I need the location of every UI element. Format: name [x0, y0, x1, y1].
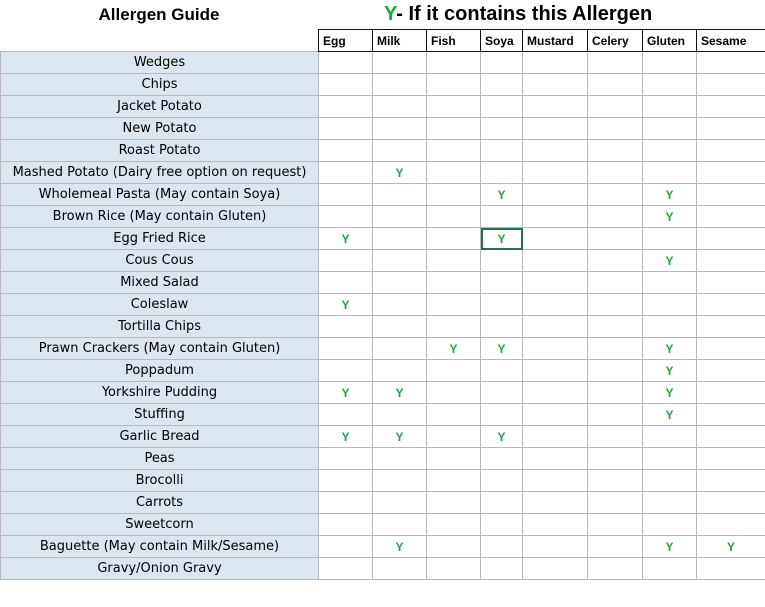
table-row [1, 338, 765, 360]
allergen-cell[interactable] [373, 448, 427, 470]
allergen-cell[interactable] [427, 294, 481, 316]
allergen-cell[interactable] [427, 382, 481, 404]
allergen-cell[interactable] [427, 250, 481, 272]
allergen-cell[interactable] [427, 74, 481, 96]
allergen-cell[interactable]: Y [697, 536, 765, 558]
allergen-cell[interactable]: Y [643, 184, 697, 206]
allergen-cell[interactable] [373, 470, 427, 492]
allergen-cell[interactable] [373, 404, 427, 426]
allergen-cell[interactable] [523, 426, 588, 448]
allergen-cell[interactable] [427, 558, 481, 580]
food-name-cell[interactable]: New Potato [1, 118, 319, 140]
allergen-cell[interactable] [373, 338, 427, 360]
food-name-cell[interactable]: Brown Rice (May contain Gluten) [1, 206, 319, 228]
food-name-cell[interactable]: Stuffing [1, 404, 319, 426]
allergen-cell[interactable] [373, 316, 427, 338]
allergen-cell[interactable] [643, 52, 697, 74]
table-row [1, 558, 765, 580]
allergen-cell[interactable] [523, 360, 588, 382]
allergen-cell[interactable] [373, 52, 427, 74]
allergen-cell[interactable] [697, 492, 765, 514]
allergen-cell[interactable] [643, 228, 697, 250]
allergen-cell[interactable]: Y [373, 536, 427, 558]
allergen-table [0, 29, 765, 580]
header-fish[interactable]: Fish [427, 30, 481, 52]
allergen-cell[interactable] [588, 74, 643, 96]
allergen-cell[interactable] [523, 492, 588, 514]
allergen-cell[interactable] [481, 140, 523, 162]
allergen-cell[interactable] [697, 206, 765, 228]
allergen-cell[interactable] [588, 316, 643, 338]
allergen-cell[interactable] [481, 492, 523, 514]
food-name-cell[interactable]: Mashed Potato (Dairy free option on request) [1, 162, 319, 184]
allergen-cell[interactable]: Y [319, 426, 373, 448]
allergen-cell[interactable] [427, 140, 481, 162]
allergen-cell[interactable] [523, 536, 588, 558]
allergen-cell[interactable] [523, 294, 588, 316]
allergen-cell[interactable] [523, 250, 588, 272]
allergen-cell[interactable] [427, 52, 481, 74]
allergen-cell[interactable] [588, 514, 643, 536]
allergen-cell[interactable] [588, 272, 643, 294]
allergen-cell[interactable] [697, 294, 765, 316]
allergen-cell[interactable] [588, 470, 643, 492]
food-name-cell[interactable]: Baguette (May contain Milk/Sesame) [1, 536, 319, 558]
allergen-cell[interactable] [697, 140, 765, 162]
allergen-cell[interactable] [319, 492, 373, 514]
allergen-cell[interactable] [319, 52, 373, 74]
allergen-cell[interactable] [643, 426, 697, 448]
allergen-cell[interactable]: Y [481, 426, 523, 448]
table-row [1, 448, 765, 470]
allergen-cell[interactable]: Y [373, 382, 427, 404]
allergen-cell[interactable] [427, 206, 481, 228]
allergen-cell[interactable] [523, 184, 588, 206]
allergen-cell[interactable] [697, 382, 765, 404]
table-row [1, 514, 765, 536]
allergen-cell[interactable] [588, 162, 643, 184]
header-egg[interactable]: Egg [319, 30, 373, 52]
allergen-cell[interactable] [588, 382, 643, 404]
allergen-cell[interactable] [643, 514, 697, 536]
allergen-cell[interactable] [697, 558, 765, 580]
allergen-cell[interactable] [373, 272, 427, 294]
allergen-cell[interactable] [481, 382, 523, 404]
allergen-cell[interactable] [373, 118, 427, 140]
allergen-cell[interactable] [643, 96, 697, 118]
allergen-cell[interactable] [373, 514, 427, 536]
food-name-cell[interactable]: Coleslaw [1, 294, 319, 316]
allergen-cell[interactable] [319, 272, 373, 294]
table-row [1, 52, 765, 74]
allergen-cell[interactable] [588, 448, 643, 470]
food-name-cell[interactable]: Mixed Salad [1, 272, 319, 294]
allergen-cell[interactable] [697, 514, 765, 536]
allergen-cell[interactable] [481, 294, 523, 316]
allergen-cell[interactable] [643, 118, 697, 140]
header-sesame[interactable]: Sesame [697, 30, 765, 52]
allergen-cell[interactable]: Y [319, 382, 373, 404]
allergen-cell[interactable] [319, 162, 373, 184]
table-row [1, 404, 765, 426]
allergen-cell[interactable] [697, 404, 765, 426]
header-soya[interactable]: Soya [481, 30, 523, 52]
table-row [1, 426, 765, 448]
allergen-cell[interactable] [481, 360, 523, 382]
allergen-cell[interactable] [523, 52, 588, 74]
allergen-cell[interactable] [481, 272, 523, 294]
table-row [1, 316, 765, 338]
allergen-cell[interactable] [523, 272, 588, 294]
allergen-cell[interactable] [523, 228, 588, 250]
table-row [1, 492, 765, 514]
header-corner-cell[interactable] [1, 30, 319, 52]
allergen-cell[interactable] [588, 206, 643, 228]
allergen-cell[interactable]: Y [319, 228, 373, 250]
allergen-cell[interactable] [697, 74, 765, 96]
allergen-cell[interactable]: Y [481, 338, 523, 360]
allergen-cell[interactable] [643, 448, 697, 470]
allergen-cell[interactable] [427, 448, 481, 470]
food-name-cell[interactable]: Brocolli [1, 470, 319, 492]
allergen-cell[interactable] [319, 338, 373, 360]
allergen-cell[interactable] [697, 118, 765, 140]
allergen-cell[interactable] [523, 316, 588, 338]
allergen-cell[interactable] [697, 272, 765, 294]
allergen-cell[interactable] [481, 448, 523, 470]
food-name-cell[interactable]: Egg Fried Rice [1, 228, 319, 250]
table-row [1, 206, 765, 228]
food-name-cell[interactable]: Peas [1, 448, 319, 470]
food-name-cell[interactable]: Yorkshire Pudding [1, 382, 319, 404]
food-name-cell[interactable]: Tortilla Chips [1, 316, 319, 338]
allergen-cell[interactable] [427, 184, 481, 206]
allergen-cell[interactable] [481, 514, 523, 536]
food-name-cell[interactable]: Poppadum [1, 360, 319, 382]
allergen-cell[interactable] [373, 140, 427, 162]
allergen-cell[interactable] [588, 228, 643, 250]
allergen-cell[interactable] [697, 184, 765, 206]
allergen-cell[interactable]: Y [481, 228, 523, 250]
allergen-cell[interactable] [481, 96, 523, 118]
allergen-cell[interactable] [427, 404, 481, 426]
food-name-cell[interactable]: Wholemeal Pasta (May contain Soya) [1, 184, 319, 206]
allergen-cell[interactable] [697, 52, 765, 74]
allergen-cell[interactable] [319, 558, 373, 580]
allergen-cell[interactable] [319, 360, 373, 382]
allergen-cell[interactable] [373, 250, 427, 272]
allergen-cell[interactable]: Y [643, 206, 697, 228]
allergen-cell[interactable] [481, 118, 523, 140]
allergen-cell[interactable] [427, 492, 481, 514]
allergen-cell[interactable] [697, 228, 765, 250]
allergen-cell[interactable] [643, 470, 697, 492]
food-name-cell[interactable]: Carrots [1, 492, 319, 514]
allergen-cell[interactable] [373, 558, 427, 580]
allergen-cell[interactable]: Y [427, 338, 481, 360]
allergen-cell[interactable] [319, 448, 373, 470]
header-gluten[interactable]: Gluten [643, 30, 697, 52]
allergen-cell[interactable] [697, 316, 765, 338]
food-name-cell[interactable]: Cous Cous [1, 250, 319, 272]
allergen-cell[interactable] [643, 74, 697, 96]
allergen-cell[interactable] [373, 360, 427, 382]
allergen-cell[interactable] [523, 338, 588, 360]
allergen-cell[interactable] [427, 426, 481, 448]
allergen-cell[interactable] [373, 492, 427, 514]
table-row [1, 294, 765, 316]
allergen-cell[interactable] [643, 294, 697, 316]
allergen-cell[interactable] [481, 558, 523, 580]
allergen-cell[interactable]: Y [643, 250, 697, 272]
allergen-cell[interactable] [697, 470, 765, 492]
allergen-cell[interactable] [481, 250, 523, 272]
allergen-cell[interactable] [588, 426, 643, 448]
food-name-cell[interactable]: Roast Potato [1, 140, 319, 162]
food-name-cell[interactable]: Chips [1, 74, 319, 96]
allergen-cell[interactable] [373, 228, 427, 250]
table-row [1, 536, 765, 558]
allergen-cell[interactable]: Y [643, 338, 697, 360]
allergen-cell[interactable] [643, 140, 697, 162]
allergen-cell[interactable] [481, 404, 523, 426]
allergen-cell[interactable] [523, 74, 588, 96]
allergen-cell[interactable] [427, 272, 481, 294]
allergen-cell[interactable] [373, 74, 427, 96]
allergen-cell[interactable] [523, 140, 588, 162]
allergen-cell[interactable] [481, 536, 523, 558]
allergen-cell[interactable] [373, 96, 427, 118]
allergen-cell[interactable] [319, 96, 373, 118]
allergen-cell[interactable] [319, 316, 373, 338]
allergen-cell[interactable] [697, 426, 765, 448]
allergen-cell[interactable] [588, 140, 643, 162]
allergen-cell[interactable]: Y [643, 360, 697, 382]
allergen-cell[interactable] [319, 206, 373, 228]
allergen-cell[interactable] [481, 52, 523, 74]
allergen-cell[interactable] [643, 492, 697, 514]
allergen-cell[interactable] [588, 360, 643, 382]
allergen-cell[interactable] [319, 184, 373, 206]
table-row [1, 250, 765, 272]
allergen-cell[interactable] [523, 404, 588, 426]
table-row [1, 118, 765, 140]
allergen-cell[interactable] [697, 96, 765, 118]
legend-marker: Y [384, 3, 397, 25]
allergen-cell[interactable] [697, 360, 765, 382]
allergen-cell[interactable] [523, 558, 588, 580]
allergen-cell[interactable] [373, 294, 427, 316]
allergen-cell[interactable] [427, 514, 481, 536]
allergen-cell[interactable] [588, 52, 643, 74]
table-row [1, 470, 765, 492]
food-name-cell[interactable]: Jacket Potato [1, 96, 319, 118]
allergen-cell[interactable]: Y [643, 404, 697, 426]
allergen-cell[interactable] [523, 206, 588, 228]
allergen-cell[interactable]: Y [373, 162, 427, 184]
table-row [1, 140, 765, 162]
allergen-cell[interactable] [373, 184, 427, 206]
allergen-cell[interactable] [319, 140, 373, 162]
allergen-cell[interactable]: Y [319, 294, 373, 316]
allergen-cell[interactable] [643, 162, 697, 184]
allergen-cell[interactable] [643, 316, 697, 338]
table-row [1, 162, 765, 184]
allergen-cell[interactable] [588, 404, 643, 426]
legend-text: - If it contains this Allergen [396, 3, 653, 25]
table-row [1, 74, 765, 96]
allergen-cell[interactable] [427, 228, 481, 250]
allergen-cell[interactable] [319, 250, 373, 272]
allergen-cell[interactable] [697, 162, 765, 184]
table-row [1, 272, 765, 294]
table-row [1, 382, 765, 404]
food-name-cell[interactable]: Prawn Crackers (May contain Gluten) [1, 338, 319, 360]
allergen-cell[interactable] [481, 316, 523, 338]
allergen-cell[interactable]: Y [481, 184, 523, 206]
allergen-cell[interactable] [588, 250, 643, 272]
allergen-cell[interactable]: Y [643, 536, 697, 558]
allergen-cell[interactable] [523, 96, 588, 118]
food-name-cell[interactable]: Gravy/Onion Gravy [1, 558, 319, 580]
title-row [0, 0, 765, 30]
allergen-cell[interactable] [481, 206, 523, 228]
header-milk[interactable]: Milk [373, 30, 427, 52]
allergen-cell[interactable] [643, 558, 697, 580]
allergen-cell[interactable] [319, 118, 373, 140]
allergen-cell[interactable]: Y [373, 426, 427, 448]
allergen-cell[interactable] [523, 470, 588, 492]
allergen-cell[interactable] [319, 536, 373, 558]
allergen-cell[interactable] [588, 96, 643, 118]
allergen-cell[interactable] [481, 162, 523, 184]
allergen-cell[interactable] [588, 294, 643, 316]
allergen-cell[interactable] [588, 184, 643, 206]
allergen-cell[interactable] [523, 514, 588, 536]
header-celery[interactable]: Celery [588, 30, 643, 52]
allergen-cell[interactable] [427, 316, 481, 338]
allergen-cell[interactable] [427, 536, 481, 558]
table-row [1, 228, 765, 250]
food-name-cell[interactable]: Sweetcorn [1, 514, 319, 536]
allergen-cell[interactable] [481, 74, 523, 96]
allergen-cell[interactable] [319, 74, 373, 96]
allergen-cell[interactable] [319, 404, 373, 426]
header-mustard[interactable]: Mustard [523, 30, 588, 52]
allergen-cell[interactable] [643, 272, 697, 294]
allergen-cell[interactable] [427, 118, 481, 140]
table-body [1, 52, 765, 580]
allergen-cell[interactable] [427, 470, 481, 492]
table-row [1, 96, 765, 118]
allergen-cell[interactable] [697, 448, 765, 470]
allergen-cell[interactable] [697, 250, 765, 272]
table-row [1, 360, 765, 382]
allergen-cell[interactable] [427, 360, 481, 382]
table-row [1, 184, 765, 206]
allergen-cell[interactable] [523, 448, 588, 470]
allergen-cell[interactable] [588, 536, 643, 558]
allergen-cell[interactable] [427, 162, 481, 184]
allergen-cell[interactable] [588, 492, 643, 514]
allergen-cell[interactable] [319, 470, 373, 492]
allergen-cell[interactable] [523, 382, 588, 404]
food-name-cell[interactable]: Garlic Bread [1, 426, 319, 448]
allergen-cell[interactable] [697, 338, 765, 360]
allergen-cell[interactable] [523, 162, 588, 184]
allergen-cell[interactable] [523, 118, 588, 140]
header-row [1, 30, 765, 52]
allergen-cell[interactable] [373, 206, 427, 228]
food-name-cell[interactable]: Wedges [1, 52, 319, 74]
allergen-cell[interactable] [588, 118, 643, 140]
allergen-cell[interactable] [588, 338, 643, 360]
legend[interactable] [384, 3, 652, 26]
allergen-cell[interactable] [427, 96, 481, 118]
allergen-cell[interactable] [319, 514, 373, 536]
allergen-cell[interactable]: Y [643, 382, 697, 404]
allergen-cell[interactable] [481, 470, 523, 492]
guide-title[interactable]: Allergen Guide [98, 5, 220, 24]
allergen-cell[interactable] [588, 558, 643, 580]
